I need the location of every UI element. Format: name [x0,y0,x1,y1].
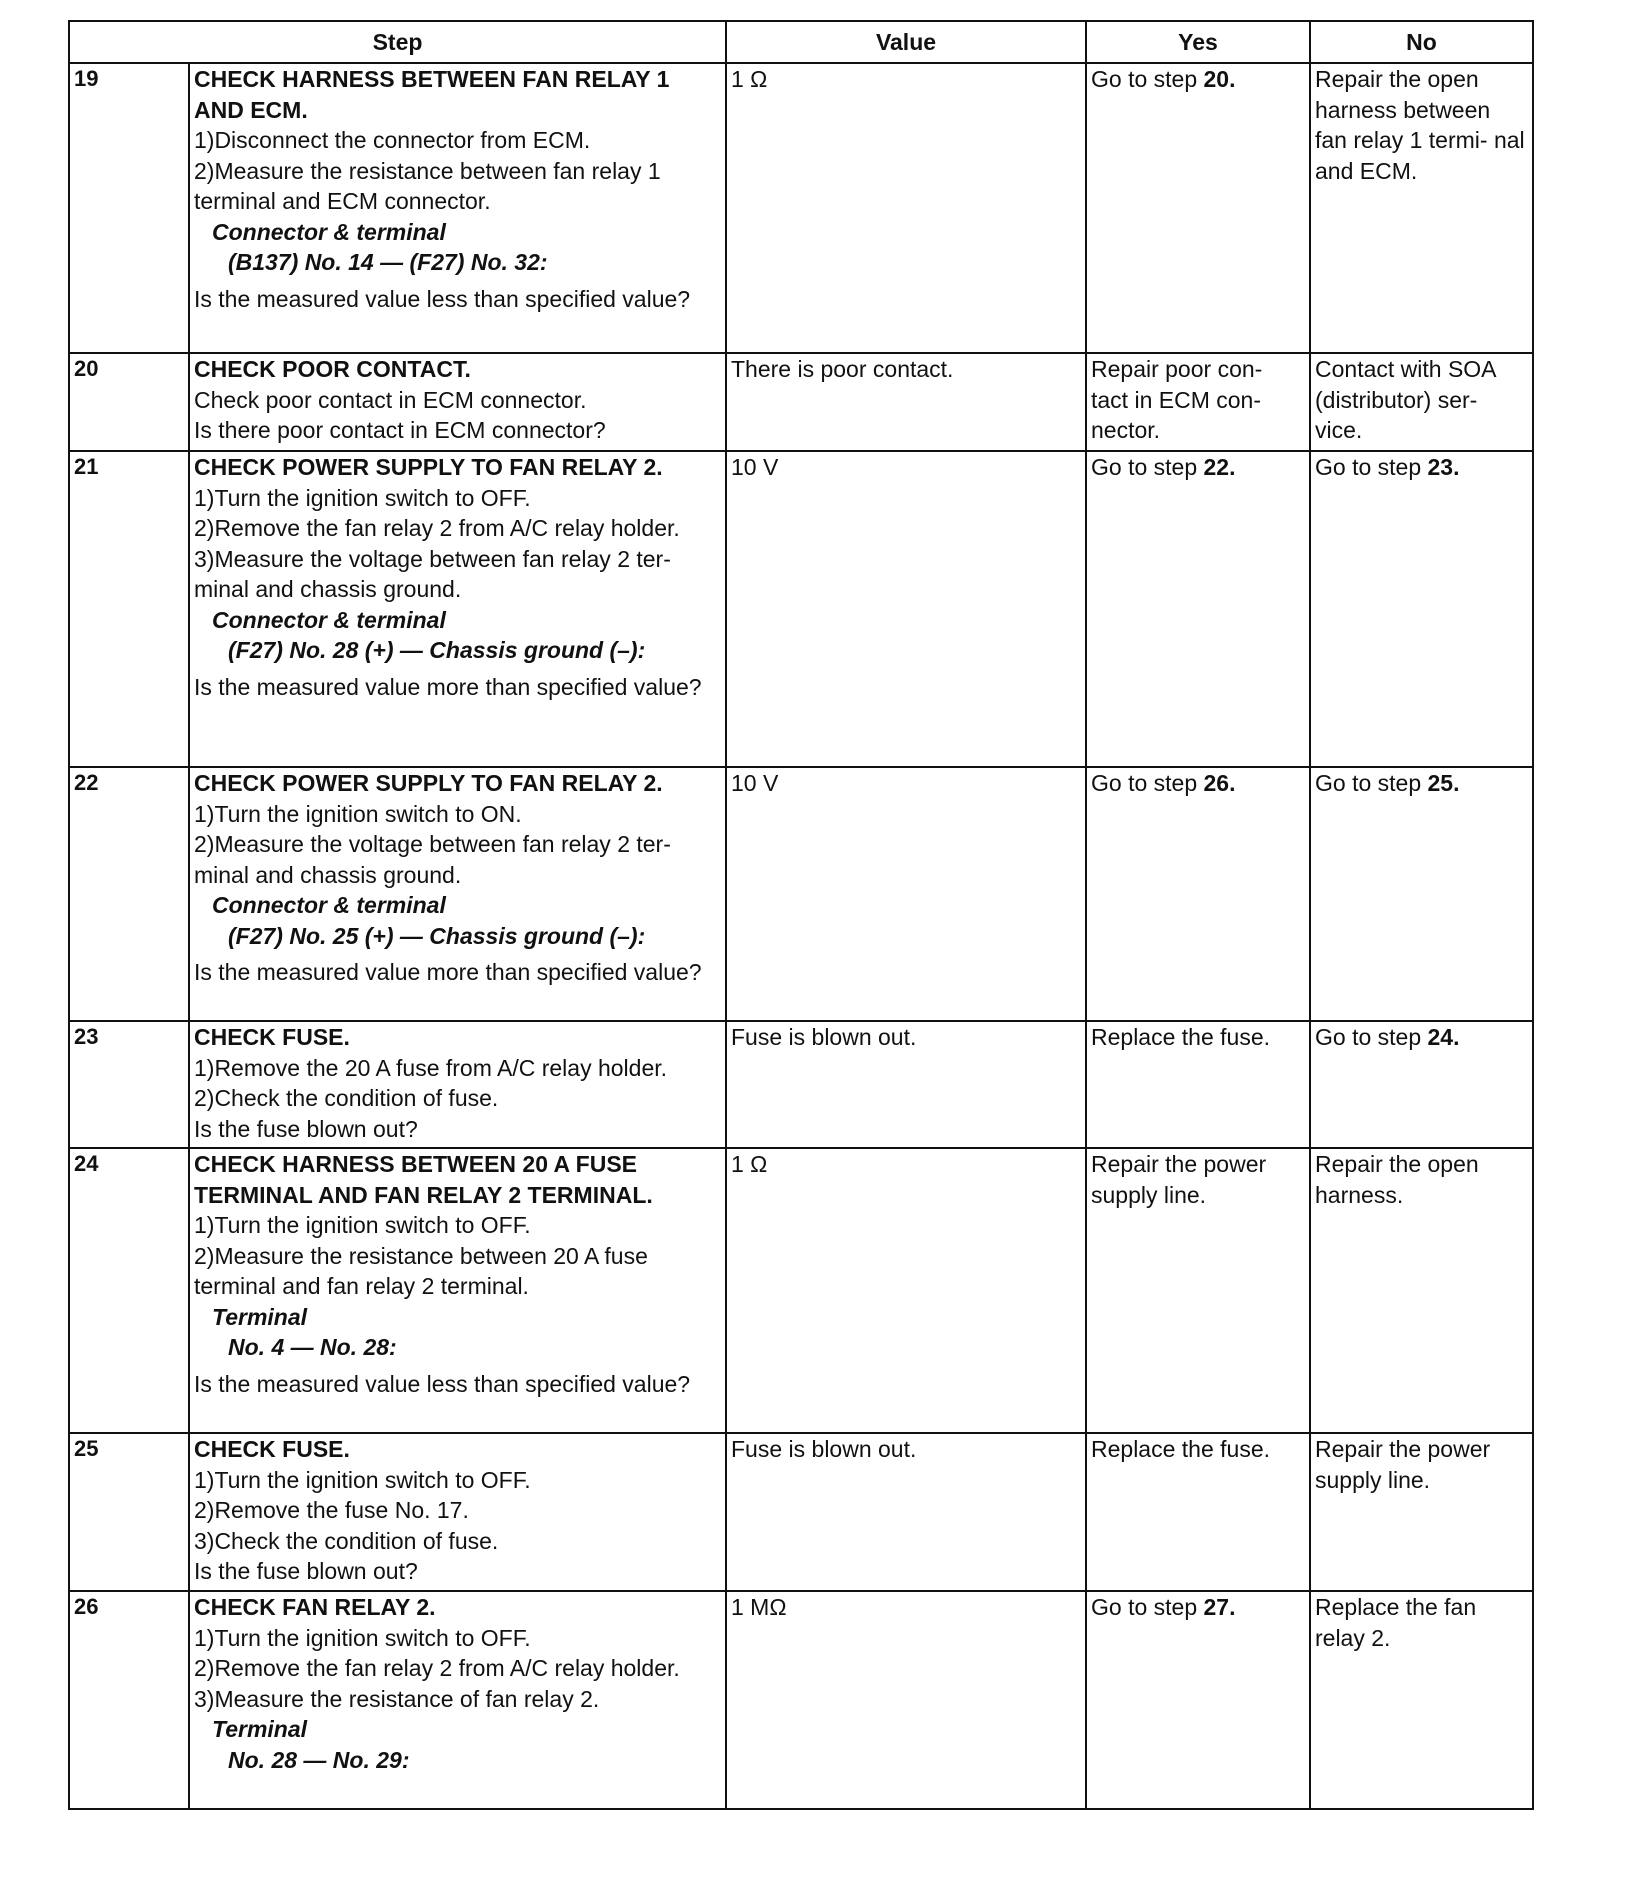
no-action [1310,63,1533,353]
no-action [1310,1021,1533,1148]
yes-action-text: Replace the fuse. [1091,1024,1271,1050]
step-instruction: 1)Disconnect the connector from ECM. [194,127,591,153]
step-instruction: 3)Check the condition of fuse. [194,1527,499,1554]
step-question: Is the measured value less than specified value? [194,285,691,312]
yes-action [1086,451,1310,767]
yes-action-text: Go to step [1091,1594,1198,1620]
table-row [69,353,1533,451]
header-yes: Yes [1086,21,1310,63]
step-value: 10 V [726,451,1086,767]
yes-action [1086,1021,1310,1148]
step-instruction: 2)Remove the fan relay 2 from A/C relay holder. [194,515,680,541]
step-instruction: 1)Turn the ignition switch to OFF. [194,1624,531,1651]
step-number: 20 [69,353,189,451]
step-number: 25 [69,1433,189,1591]
step-title: CHECK POWER SUPPLY TO FAN RELAY 2. [194,454,663,480]
no-action-text: Go to step [1315,454,1422,480]
table-row [69,1591,1533,1809]
no-action-text: Go to step [1315,1024,1422,1050]
header-no: No [1310,21,1533,63]
step-instruction: Is the fuse blown out? [194,1558,418,1584]
yes-action-text: Go to step [1091,66,1198,92]
yes-action [1086,1591,1310,1809]
step-instruction: Is the fuse blown out? [194,1115,418,1142]
no-action-text: Go to step [1315,770,1422,796]
table-row [69,767,1533,1021]
yes-action [1086,767,1310,1021]
no-action-text: Repair the power supply line. [1315,1436,1491,1493]
step-instruction: 2)Remove the fuse No. 17. [194,1497,469,1523]
step-instruction: 1)Turn the ignition switch to OFF. [194,484,531,511]
step-value: Fuse is blown out. [726,1433,1086,1591]
step-description [189,353,726,451]
step-question: Is the measured value more than specified value? [194,959,702,985]
yes-action-text: Go to step [1091,454,1198,480]
step-value: 1 Ω [726,1148,1086,1433]
no-action [1310,767,1533,1021]
no-action [1310,353,1533,451]
table-body [69,63,1533,1809]
step-question: Is the measured value less than specified value? [194,1370,691,1397]
step-instruction: 2)Remove the fan relay 2 from A/C relay holder. [194,1655,680,1681]
yes-action-text: Repair the power supply line. [1091,1151,1267,1208]
yes-action-text: Repair poor con- tact in ECM con- nector. [1091,356,1263,443]
no-action-text: Repair the open harness. [1315,1151,1479,1208]
no-action [1310,451,1533,767]
no-step-ref: 23. [1427,454,1460,480]
step-number: 21 [69,451,189,767]
table-row [69,1433,1533,1591]
connector-heading: Connector & terminal [212,218,446,245]
yes-step-ref: 27. [1203,1594,1236,1620]
step-value: 1 Ω [726,63,1086,353]
step-instruction: 2)Measure the resistance between 20 A fuse terminal and fan relay 2 terminal. [194,1242,648,1299]
step-description [189,63,726,353]
yes-action-text: Go to step [1091,770,1198,796]
step-description [189,1433,726,1591]
step-instruction: 2)Check the condition of fuse. [194,1085,499,1111]
connector-terminal: No. 4 — No. 28: [228,1334,397,1360]
step-description [189,767,726,1021]
no-action-text: Repair the open harness between fan relay 1 termi- nal and ECM. [1315,66,1525,184]
connector-heading: Connector & terminal [212,606,446,633]
step-instruction: 1)Turn the ignition switch to OFF. [194,1212,531,1238]
step-description [189,1021,726,1148]
step-title: CHECK FUSE. [194,1024,350,1050]
table-row [69,1021,1533,1148]
connector-heading: Connector & terminal [212,892,446,918]
no-action-text: Contact with SOA (distributor) ser- vice. [1315,356,1496,443]
step-instruction: Check poor contact in ECM connector. [194,386,587,413]
step-value: 1 MΩ [726,1591,1086,1809]
no-step-ref: 24. [1427,1024,1460,1050]
connector-heading: Terminal [212,1303,308,1330]
step-instruction: 3)Measure the voltage between fan relay 2 ter- minal and chassis ground. [194,545,671,602]
step-title: CHECK FAN RELAY 2. [194,1594,436,1620]
header-value: Value [726,21,1086,63]
header-step: Step [69,21,726,63]
step-title: CHECK FUSE. [194,1436,350,1462]
table-row [69,63,1533,353]
no-action [1310,1148,1533,1433]
step-description [189,451,726,767]
step-value: 10 V [726,767,1086,1021]
step-description [189,1148,726,1433]
step-value: There is poor contact. [726,353,1086,451]
yes-action [1086,1148,1310,1433]
step-question: Is the measured value more than specified value? [194,673,702,700]
step-instruction: 1)Remove the 20 A fuse from A/C relay holder. [194,1054,668,1081]
no-action [1310,1591,1533,1809]
step-number: 23 [69,1021,189,1148]
table-header-row [69,21,1533,63]
yes-step-ref: 20. [1203,66,1236,92]
table-row [69,1148,1533,1433]
no-action [1310,1433,1533,1591]
yes-step-ref: 22. [1203,454,1236,480]
step-instruction: 1)Turn the ignition switch to OFF. [194,1466,531,1493]
yes-action-text: Replace the fuse. [1091,1436,1271,1462]
yes-action [1086,353,1310,451]
connector-heading: Terminal [212,1716,308,1742]
step-value: Fuse is blown out. [726,1021,1086,1148]
step-title: CHECK HARNESS BETWEEN 20 A FUSE TERMINAL AND FAN RELAY 2 TERMINAL. [194,1151,653,1208]
diagnostic-procedure-table [68,20,1534,1810]
yes-action [1086,1433,1310,1591]
step-description [189,1591,726,1809]
step-instruction: 3)Measure the resistance of fan relay 2. [194,1685,600,1712]
yes-step-ref: 26. [1203,770,1236,796]
step-number: 22 [69,767,189,1021]
step-number: 24 [69,1148,189,1433]
no-step-ref: 25. [1427,770,1460,796]
step-number: 26 [69,1591,189,1809]
step-title: CHECK HARNESS BETWEEN FAN RELAY 1 AND ECM. [194,66,670,123]
step-instruction: 2)Measure the voltage between fan relay 2 ter- minal and chassis ground. [194,831,671,888]
step-number: 19 [69,63,189,353]
yes-action [1086,63,1310,353]
table-row [69,451,1533,767]
step-title: CHECK POWER SUPPLY TO FAN RELAY 2. [194,770,663,796]
no-action-text: Replace the fan relay 2. [1315,1594,1477,1651]
connector-terminal: (F27) No. 25 (+) — Chassis ground (–): [228,922,646,949]
step-title: CHECK POOR CONTACT. [194,356,471,382]
connector-terminal: (F27) No. 28 (+) — Chassis ground (–): [228,637,646,663]
connector-terminal: (B137) No. 14 — (F27) No. 32: [228,249,548,275]
step-instruction: 1)Turn the ignition switch to ON. [194,800,522,827]
step-instruction: Is there poor contact in ECM connector? [194,417,606,443]
connector-terminal: No. 28 — No. 29: [228,1746,410,1773]
step-instruction: 2)Measure the resistance between fan relay 1 terminal and ECM connector. [194,157,661,214]
